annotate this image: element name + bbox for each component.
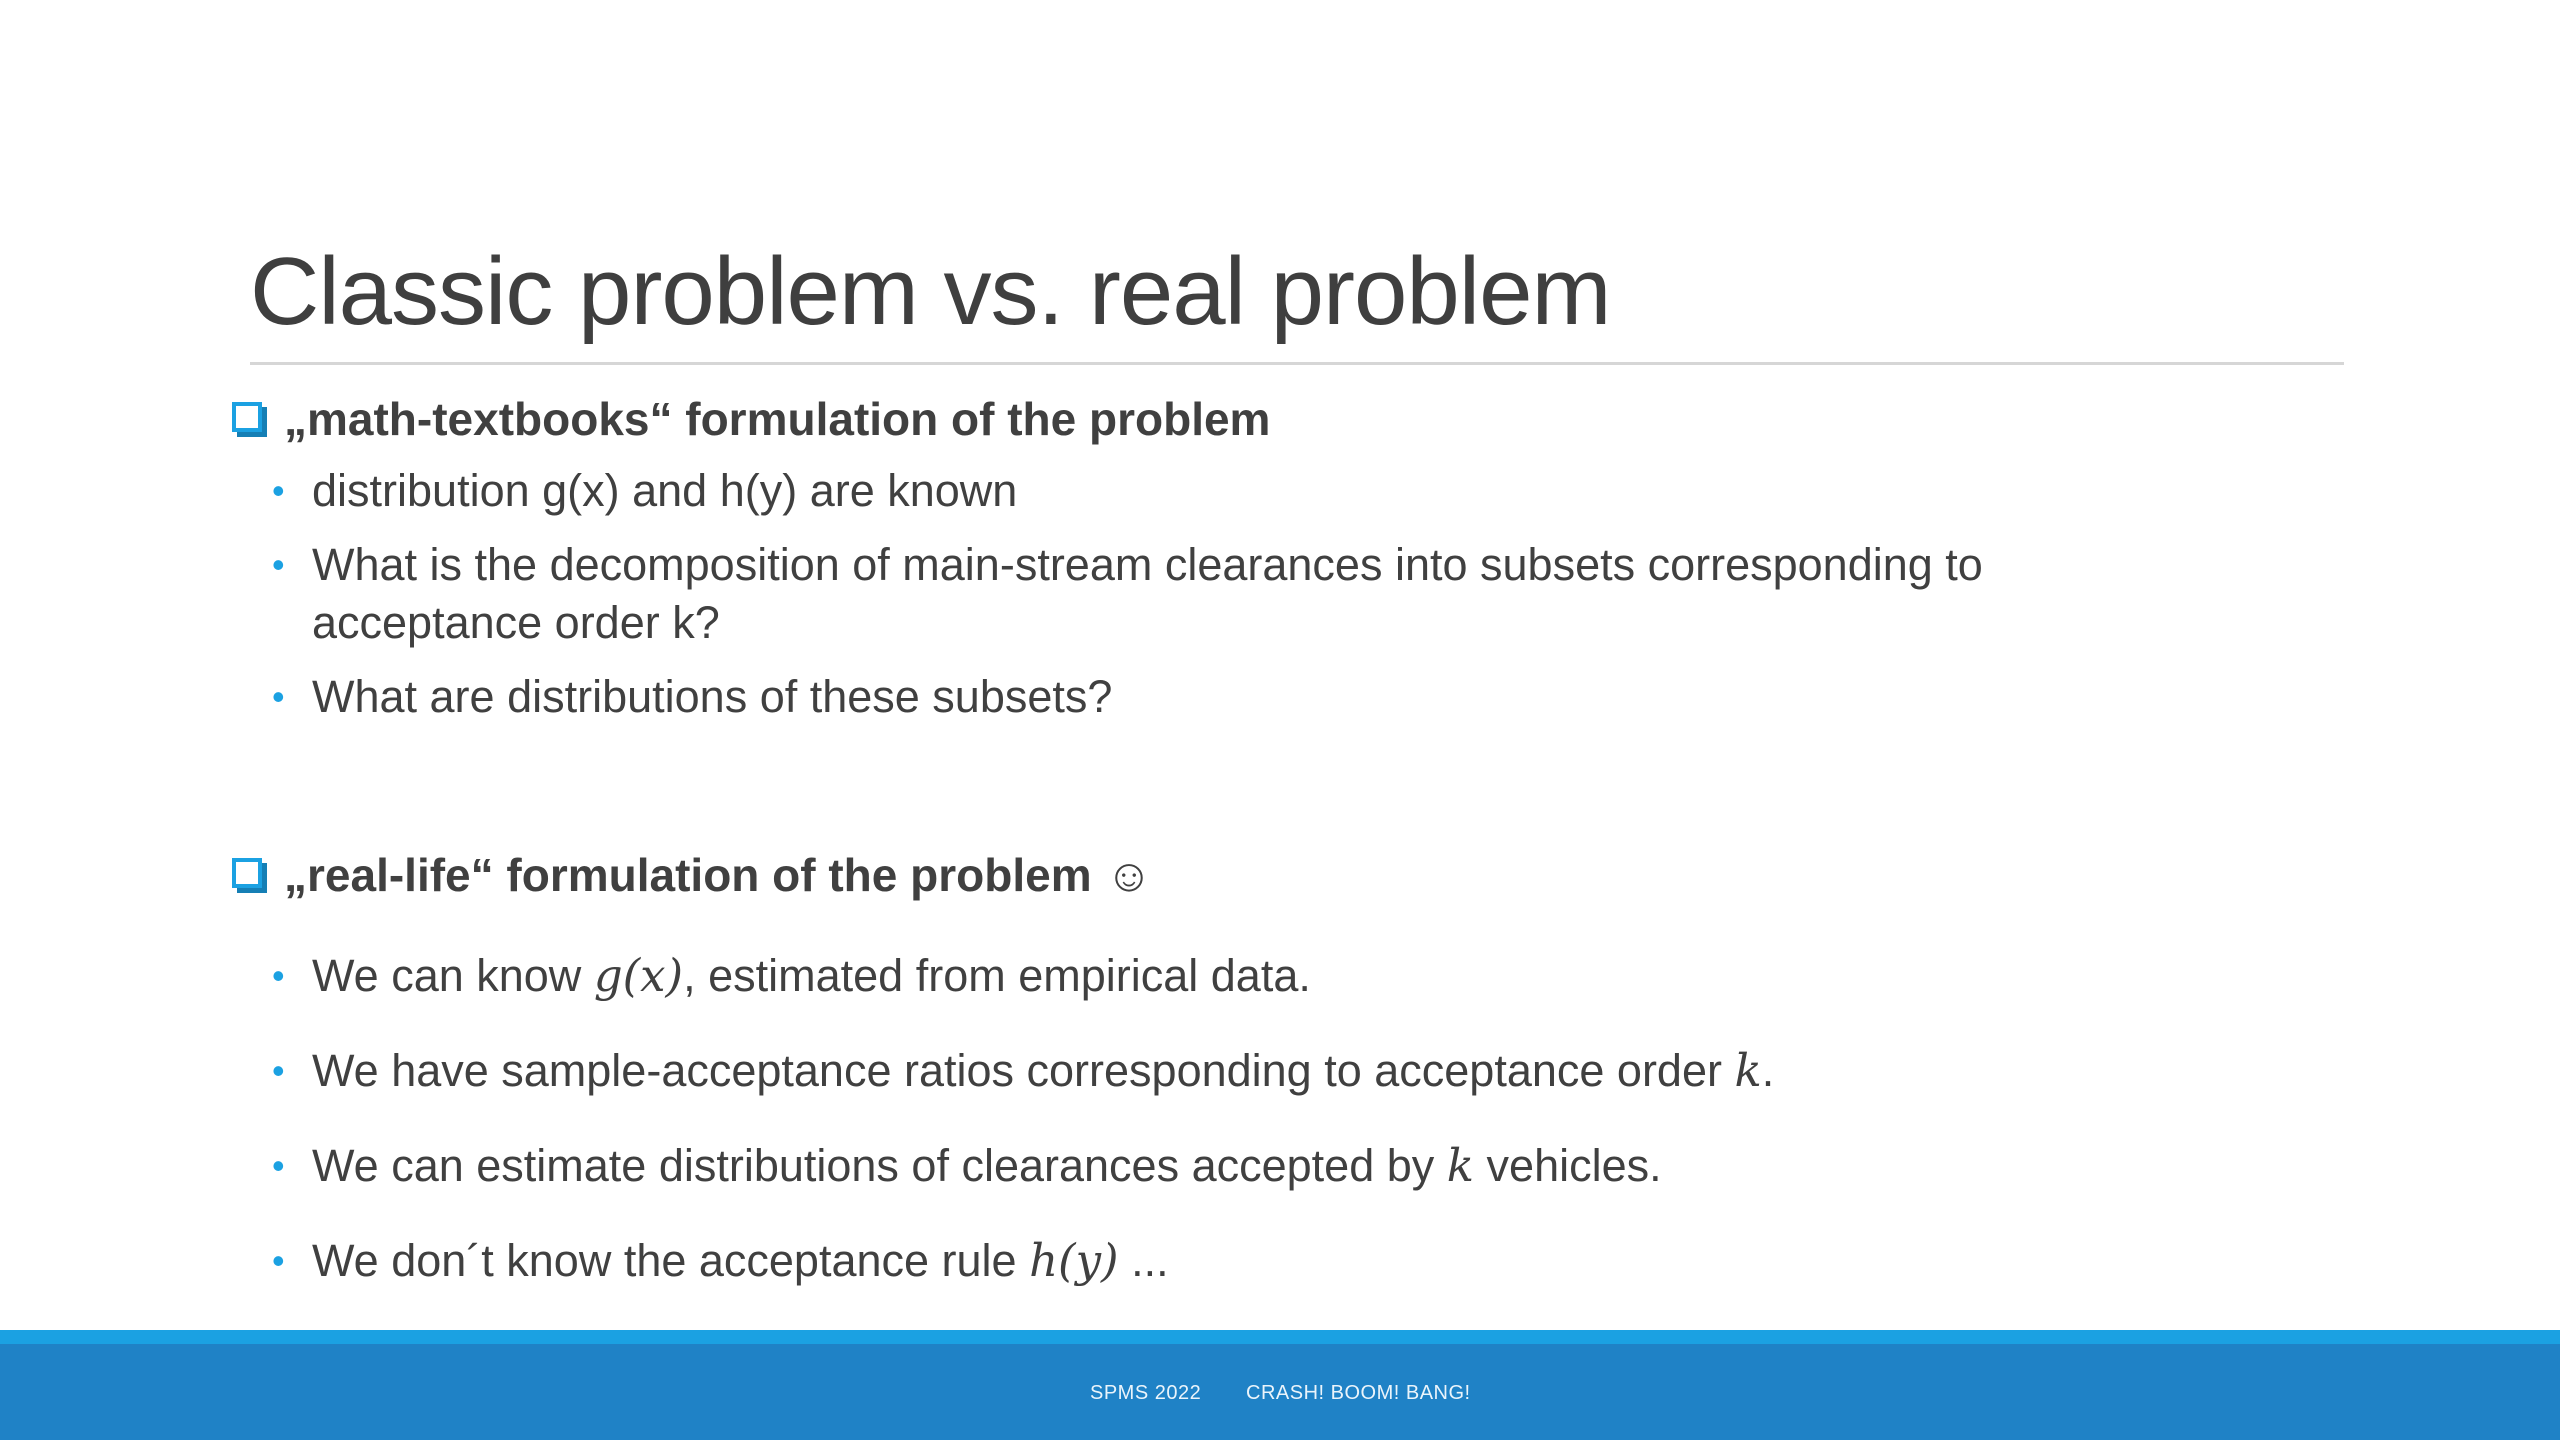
list-item [272, 462, 1017, 520]
math-expression: k [1446, 1139, 1475, 1192]
footer-accent-line [0, 1330, 2560, 1344]
bullet-text-continuation: acceptance order k? [312, 597, 720, 648]
slide-title: Classic problem vs. real problem [250, 238, 1611, 345]
bullet-text-post: . [1761, 1045, 1775, 1096]
bullet-dot-icon: • [272, 1145, 285, 1186]
list-item [272, 668, 1112, 726]
bullet-text-post: vehicles. [1474, 1140, 1662, 1191]
bullet-text [312, 1232, 1169, 1290]
bullet-text: distribution g(x) and h(y) are known [312, 465, 1018, 516]
bullet-text-pre: We can estimate distributions of clearances accepted by [312, 1140, 1447, 1191]
footer-conference: SPMS 2022 [1090, 1382, 1202, 1404]
math-expression: h(y) [1029, 1234, 1119, 1287]
checkbox-icon [232, 402, 262, 432]
bullet-text: What is the decomposition of main-stream clearances into subsets corresponding to [312, 539, 1983, 590]
list-item [272, 1137, 1662, 1195]
bullet-dot-icon: • [272, 1240, 285, 1281]
bullet-text [312, 947, 1311, 1005]
list-item [272, 947, 1311, 1005]
bullet-text [312, 1042, 1774, 1100]
smiley-icon: ☺ [1105, 849, 1153, 901]
math-expression: k [1734, 1044, 1762, 1097]
section-heading-text: „real-life“ formulation of the problem [284, 849, 1092, 901]
bullet-text: What are distributions of these subsets? [312, 671, 1113, 722]
bullet-text-pre: We don´t know the acceptance rule [312, 1235, 1030, 1286]
list-item [272, 536, 1983, 652]
bullet-text-post: ... [1118, 1235, 1169, 1286]
bullet-text-pre: We can know [312, 950, 594, 1001]
bullet-dot-icon: • [272, 470, 285, 511]
footer-talk-title: CRASH! BOOM! BANG! [1246, 1382, 1471, 1404]
math-expression: g(x) [593, 949, 684, 1002]
bullet-dot-icon: • [272, 544, 285, 585]
section-heading-text: „math-textbooks“ formulation of the problem [284, 393, 1271, 445]
bullet-dot-icon: • [272, 1050, 285, 1091]
section-heading-math-textbooks [232, 392, 1270, 446]
bullet-text [312, 1137, 1662, 1195]
list-item [272, 1232, 1169, 1290]
section-heading-real-life [232, 848, 1153, 902]
bullet-text-post: , estimated from empirical data. [683, 950, 1311, 1001]
title-divider [250, 362, 2344, 365]
checkbox-icon [232, 858, 262, 888]
bullet-text-pre: We have sample-acceptance ratios corresponding to acceptance order [312, 1045, 1735, 1096]
bullet-dot-icon: • [272, 955, 285, 996]
list-item [272, 1042, 1774, 1100]
bullet-dot-icon: • [272, 676, 285, 717]
